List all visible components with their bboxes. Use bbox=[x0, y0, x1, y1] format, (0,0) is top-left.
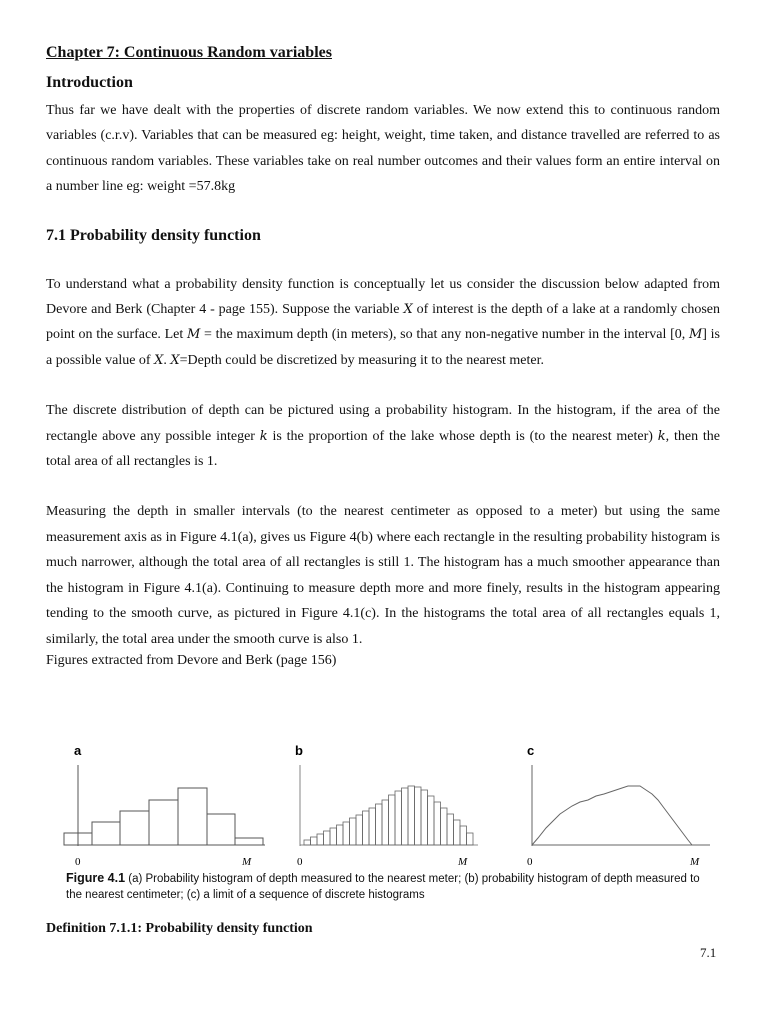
bar bbox=[369, 808, 376, 845]
figure-caption-text: (a) Probability histogram of depth measured to the nearest meter; (b) probability histogram of depth measured to the nearest centimeter; (c) a limit of a sequence of discrete histograms bbox=[66, 873, 700, 901]
bar bbox=[389, 795, 396, 845]
bar bbox=[311, 837, 318, 845]
paragraph-histogram: The discrete distribution of depth can be pictured using a probability histogram. In the histogram, if the area of the rectangle above any possible integer k is the proportion of the lake whose depth is (to the nearest meter) k, then the total area of all rectangles is 1. bbox=[46, 403, 720, 470]
definition-heading: Definition 7.1.1: Probability density function bbox=[46, 921, 313, 936]
bar bbox=[363, 811, 370, 845]
bar bbox=[382, 800, 389, 845]
paragraph-lake-depth: To understand what a probability density function is conceptually let us consider the discussion below adapted from Devore and Berk (Chapter 4 - page 155). Suppose the variable X of interest is the depth of a lake at a randomly chosen point on the surface. Let M = the maximum depth (in meters), so that any non-negative number in the interval [0, M] is a possible value of X. X=Depth could be discretized by measuring it to the nearest meter. bbox=[46, 276, 721, 368]
panel-a-axis-max: M bbox=[242, 856, 252, 868]
bar bbox=[304, 840, 311, 845]
bar bbox=[178, 788, 207, 845]
paragraph-smaller-intervals: Measuring the depth in smaller intervals (to the nearest centimeter as opposed to a meter) but using the same measurement axis as in Figure 4.1(a), gives us Figure 4(b) where each rectangle in the resulting probability histogram is much narrower, although the total area of all rectangles is still 1. The histogram has a much smoother appearance than the histogram in Figure 4.1(a). Continuing to measure depth more and more finely, results in the histogram appearing tending to the smooth curve, as pictured in Figure 4.1(c). In the histograms the total area of all rectangles equals 1, similarly, the total area under the smooth curve is also 1. bbox=[46, 504, 720, 647]
intro-paragraph: Thus far we have dealt with the properties of discrete random variables. We now extend this to continuous random variables (c.r.v). Variables that can be measured eg: height, weight, time taken, and distance travelled are referred to as continuous random variables. These variables take on real number outcomes and their values form an entire interval on a number line eg: weight =57.8kg bbox=[46, 103, 720, 195]
panel-c-label: c bbox=[527, 743, 535, 758]
document-page bbox=[46, 42, 720, 670]
panel-c-axis-zero: 0 bbox=[527, 856, 533, 868]
bar bbox=[149, 800, 178, 845]
figure-caption bbox=[66, 870, 706, 903]
bar bbox=[317, 834, 324, 845]
panel-c-curve bbox=[532, 765, 710, 846]
intro-heading: Introduction bbox=[46, 74, 133, 91]
panel-b-axis-zero: 0 bbox=[297, 856, 303, 868]
bar bbox=[415, 787, 422, 845]
section-heading: 7.1 Probability density function bbox=[46, 226, 261, 244]
bar bbox=[324, 831, 331, 845]
page-number: 7.1 bbox=[700, 945, 717, 960]
panel-b-histogram bbox=[300, 765, 478, 846]
bar bbox=[428, 796, 435, 845]
bar bbox=[207, 814, 235, 845]
bar bbox=[356, 815, 363, 845]
bar bbox=[447, 814, 454, 845]
bar bbox=[120, 811, 149, 845]
bar bbox=[460, 826, 467, 845]
bar bbox=[330, 828, 337, 845]
chapter-title: Chapter 7: Continuous Random variables bbox=[46, 44, 332, 61]
figures-source-note: Figures extracted from Devore and Berk (page 156) bbox=[46, 652, 337, 668]
bar bbox=[441, 808, 448, 845]
bar bbox=[337, 825, 344, 845]
bar bbox=[395, 791, 402, 845]
bar bbox=[467, 833, 474, 845]
panel-a-axis-zero: 0 bbox=[75, 856, 81, 868]
panel-a-histogram bbox=[64, 765, 265, 846]
bar bbox=[421, 790, 428, 845]
panel-c-axis-max: M bbox=[690, 856, 700, 868]
bar bbox=[454, 820, 461, 845]
panel-a-label: a bbox=[74, 743, 82, 758]
bar bbox=[92, 822, 120, 845]
bar bbox=[402, 788, 409, 845]
bar bbox=[376, 804, 383, 845]
bar bbox=[235, 838, 263, 845]
panel-b-label: b bbox=[295, 743, 303, 758]
panel-b-axis-max: M bbox=[458, 856, 468, 868]
bar bbox=[343, 822, 350, 845]
bar bbox=[434, 802, 441, 845]
bar bbox=[408, 786, 415, 845]
bar bbox=[350, 818, 357, 845]
figure-caption-label: Figure 4.1 bbox=[66, 871, 126, 885]
